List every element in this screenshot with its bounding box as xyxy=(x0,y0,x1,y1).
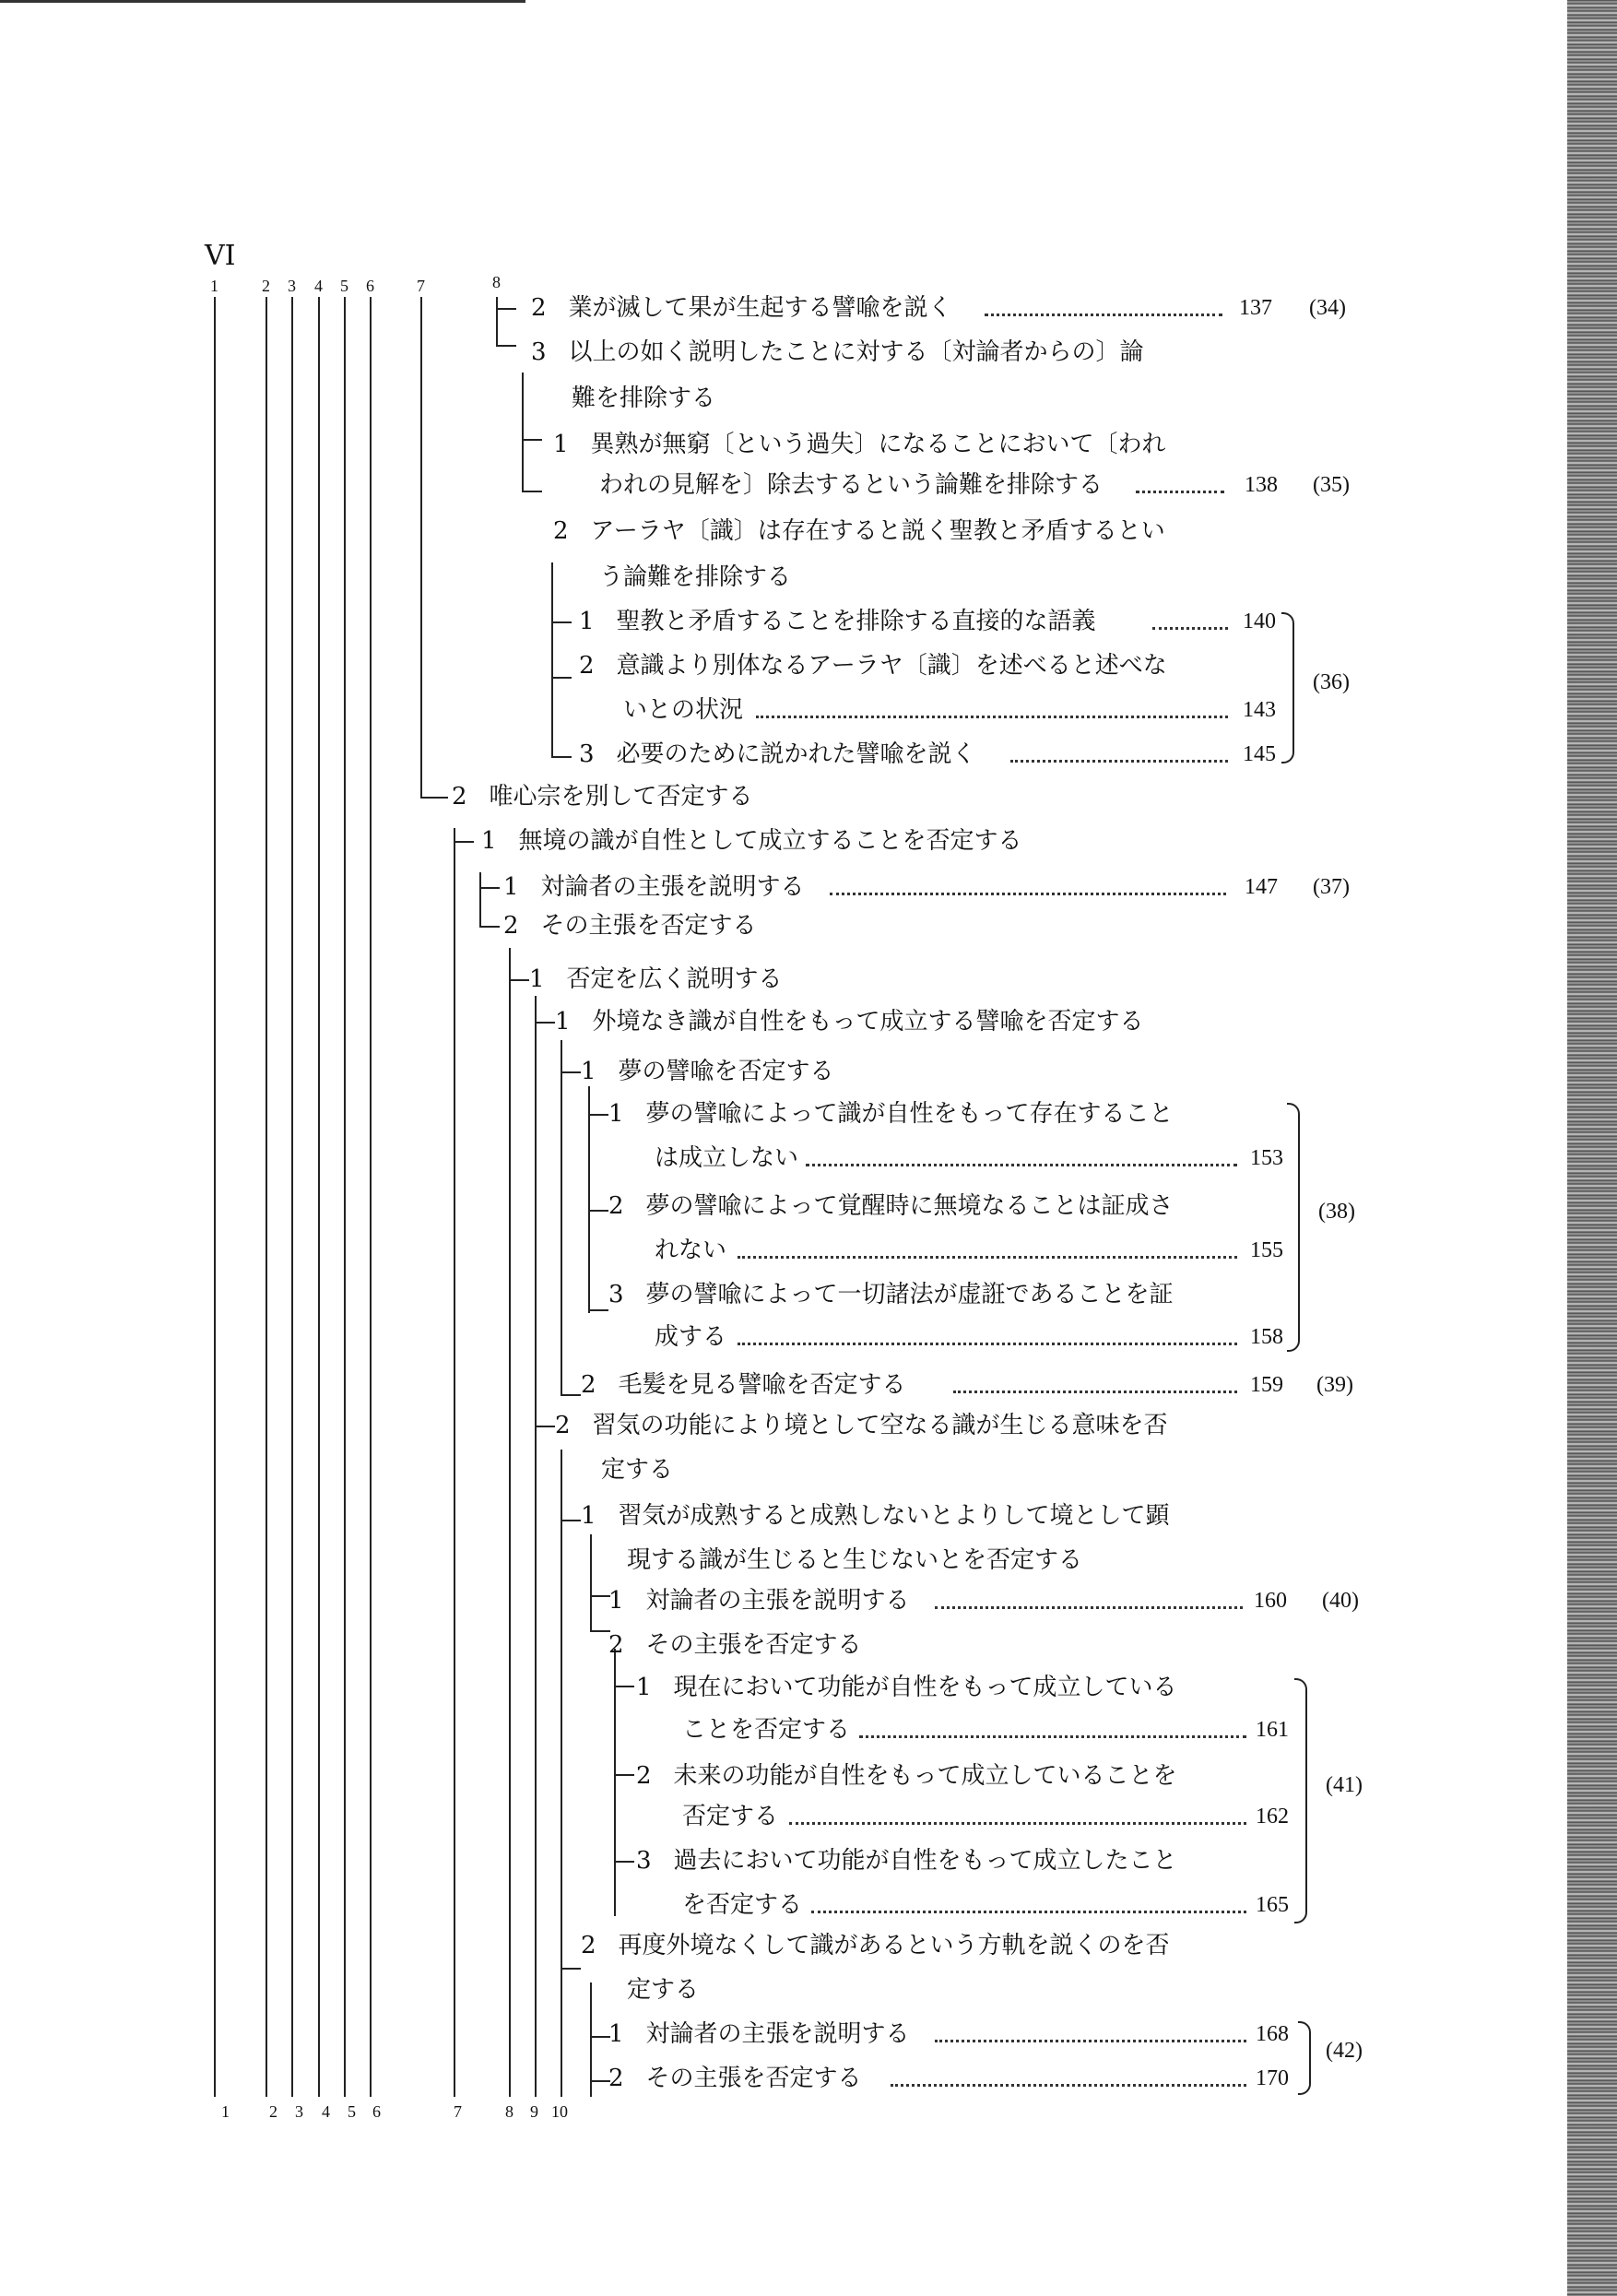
page-number: 143 xyxy=(1243,698,1276,722)
toc-entry: 1 異熟が無窮〔という過失〕になることにおいて〔われ xyxy=(553,431,1166,458)
tree-branch xyxy=(590,2080,610,2082)
toc-entry: 2 意識より別体なるアーラヤ〔識〕を述べると述べな xyxy=(579,652,1167,680)
page-number: 147 xyxy=(1245,875,1278,899)
tree-branch xyxy=(551,756,572,758)
column-number: 7 xyxy=(417,277,425,295)
group-brace xyxy=(1298,2021,1311,2095)
dot-leader xyxy=(830,893,1226,895)
column-number: 4 xyxy=(314,277,323,295)
tree-line xyxy=(370,297,372,2097)
tree-branch xyxy=(614,1861,634,1863)
page-number: 162 xyxy=(1256,1805,1289,1829)
toc-entry: 現する識が生じると生じないとを否定する xyxy=(627,1546,1083,1574)
toc-entry: われの見解を〕除去するという論難を排除する xyxy=(599,471,1104,499)
dot-leader xyxy=(985,314,1222,316)
tree-branch xyxy=(590,1595,610,1597)
toc-entry: は成立しない xyxy=(655,1144,799,1172)
column-number: 9 xyxy=(530,2102,538,2121)
tree-branch xyxy=(522,491,542,492)
dot-leader xyxy=(806,1164,1237,1166)
toc-entry: 1 夢の譬喩を否定する xyxy=(581,1058,834,1085)
toc-entry: 1 現在において功能が自性をもって成立している xyxy=(636,1674,1177,1701)
tree-branch xyxy=(496,308,516,310)
dot-leader xyxy=(811,1911,1246,1913)
column-number: 3 xyxy=(295,2102,303,2121)
toc-entry: 1 対論者の主張を説明する xyxy=(608,2020,910,2048)
tree-branch xyxy=(522,439,542,441)
column-number: 8 xyxy=(492,273,501,291)
toc-entry: 1 無境の識が自性として成立することを否定する xyxy=(481,827,1022,855)
tree-branch xyxy=(588,1309,608,1311)
toc-entry: う論難を排除する xyxy=(599,563,792,591)
tree-line xyxy=(318,297,320,2097)
page-number: 153 xyxy=(1250,1146,1283,1170)
toc-entry: 1 夢の譬喩によって識が自性をもって存在すること xyxy=(608,1100,1174,1128)
tree-branch xyxy=(590,2036,610,2038)
toc-entry: 2 毛髪を見る譬喩を否定する xyxy=(581,1371,906,1399)
column-number: 5 xyxy=(348,2102,356,2121)
dot-leader xyxy=(738,1256,1237,1259)
dot-leader xyxy=(859,1735,1246,1738)
tree-branch xyxy=(535,1426,555,1427)
toc-entry: れない xyxy=(655,1237,727,1264)
page-number: 170 xyxy=(1256,2066,1289,2090)
tree-line xyxy=(588,1086,590,1313)
tree-branch xyxy=(561,1968,581,1970)
tree-branch xyxy=(561,1394,581,1396)
toc-entry: 定する xyxy=(627,1976,700,2004)
toc-entry: 2 夢の譬喩によって覚醒時に無境なることは証成さ xyxy=(608,1192,1174,1220)
tree-line xyxy=(561,1450,562,2097)
column-number: 3 xyxy=(288,277,296,295)
tree-branch xyxy=(479,887,500,889)
toc-entry: 2 再度外境なくして識があるという方軌を説くのを否 xyxy=(581,1932,1170,1959)
reference-number: (35) xyxy=(1313,473,1350,497)
group-brace xyxy=(1294,1678,1307,1923)
reference-number: (41) xyxy=(1326,1773,1363,1797)
toc-entry: 1 聖教と矛盾することを排除する直接的な語義 xyxy=(579,608,1096,635)
page-number: 140 xyxy=(1243,610,1276,633)
tree-branch xyxy=(551,621,572,623)
toc-entry: 2 その主張を否定する xyxy=(503,912,757,940)
tree-line xyxy=(590,1534,592,1630)
tree-line xyxy=(291,297,293,2097)
toc-entry: 否定する xyxy=(682,1803,779,1830)
page-number: 160 xyxy=(1254,1589,1287,1613)
dot-leader xyxy=(789,1822,1246,1825)
dot-leader xyxy=(1136,491,1224,493)
tree-line xyxy=(214,297,216,2097)
tree-line xyxy=(509,948,511,2097)
column-number: 10 xyxy=(551,2102,568,2121)
toc-entry: 3 過去において功能が自性をもって成立したこと xyxy=(636,1847,1177,1875)
dot-leader xyxy=(891,2084,1246,2087)
tree-branch xyxy=(496,345,516,347)
column-number: 8 xyxy=(505,2102,513,2121)
toc-entry: ことを否定する xyxy=(682,1716,851,1744)
page-number: 168 xyxy=(1256,2022,1289,2046)
group-brace xyxy=(1287,1103,1300,1352)
toc-entry: 2 その主張を否定する xyxy=(608,1631,862,1659)
page-mark: VI xyxy=(205,240,236,272)
dot-leader xyxy=(1010,760,1228,763)
tree-branch xyxy=(420,797,448,799)
toc-entry: 2 未来の功能が自性をもって成立していることを xyxy=(636,1762,1177,1790)
toc-entry: 1 対論者の主張を説明する xyxy=(608,1587,910,1615)
column-number: 4 xyxy=(322,2102,330,2121)
page-number: 145 xyxy=(1243,742,1276,766)
dot-leader xyxy=(738,1343,1237,1345)
toc-entry: 1 否定を広く説明する xyxy=(529,965,783,993)
reference-number: (38) xyxy=(1318,1200,1355,1224)
tree-branch xyxy=(590,1630,610,1632)
page-number: 165 xyxy=(1256,1893,1289,1917)
tree-line xyxy=(522,373,524,491)
dot-leader xyxy=(756,716,1228,718)
tree-line xyxy=(454,828,455,2097)
tree-branch xyxy=(588,1210,608,1212)
page-number: 161 xyxy=(1256,1718,1289,1742)
tree-line xyxy=(614,1649,616,1916)
column-number: 7 xyxy=(454,2102,462,2121)
page-number: 158 xyxy=(1250,1325,1283,1349)
tree-line xyxy=(496,297,498,345)
reference-number: (40) xyxy=(1322,1589,1359,1613)
toc-entry: 1 外境なき識が自性をもって成立する譬喩を否定する xyxy=(555,1008,1144,1036)
reference-number: (34) xyxy=(1309,296,1346,320)
page-number: 138 xyxy=(1245,473,1278,497)
toc-entry: 2 習気の功能により境として空なる識が生じる意味を否 xyxy=(555,1412,1168,1439)
dot-leader xyxy=(1152,627,1228,630)
column-number: 6 xyxy=(372,2102,381,2121)
tree-branch xyxy=(614,1774,634,1776)
toc-entry: 3 以上の如く説明したことに対する〔対論者からの〕論 xyxy=(531,338,1144,366)
reference-number: (37) xyxy=(1313,875,1350,899)
toc-entry: 2 アーラヤ〔識〕は存在すると説く聖教と矛盾するとい xyxy=(553,517,1165,545)
toc-entry: 1 習気が成熟すると成熟しないとよりして境として顕 xyxy=(581,1502,1170,1530)
toc-entry: 難を排除する xyxy=(572,385,716,412)
tree-line xyxy=(561,1040,562,1394)
reference-number: (36) xyxy=(1313,670,1350,694)
reference-number: (39) xyxy=(1316,1373,1353,1397)
column-number: 2 xyxy=(269,2102,277,2121)
toc-entry: 成する xyxy=(655,1323,727,1351)
scan-edge xyxy=(1567,0,1617,2296)
page-number: 159 xyxy=(1250,1373,1283,1397)
tree-branch xyxy=(551,677,572,679)
toc-entry: 3 夢の譬喩によって一切諸法が虚誑であることを証 xyxy=(608,1281,1174,1308)
toc-entry: を否定する xyxy=(682,1891,803,1919)
tree-branch xyxy=(509,979,529,981)
tree-line xyxy=(535,996,537,2097)
tree-branch xyxy=(454,841,474,843)
column-number: 5 xyxy=(340,277,348,295)
tree-branch xyxy=(588,1114,608,1116)
toc-entry: 定する xyxy=(601,1456,674,1484)
toc-entry: 2 唯心宗を別して否定する xyxy=(452,783,753,811)
page-number: 137 xyxy=(1239,296,1272,320)
column-number: 1 xyxy=(210,277,218,295)
dot-leader xyxy=(935,2040,1246,2042)
toc-entry: 2 業が滅して果が生起する譬喩を説く xyxy=(531,294,952,322)
tree-branch xyxy=(561,1071,581,1073)
toc-entry: いとの状況 xyxy=(623,696,744,724)
tree-branch xyxy=(535,1022,555,1024)
tree-line xyxy=(344,297,346,2097)
top-rule xyxy=(0,0,525,3)
tree-line xyxy=(551,562,553,756)
page-number: 155 xyxy=(1250,1238,1283,1262)
tree-line xyxy=(479,872,481,926)
column-number: 6 xyxy=(366,277,374,295)
tree-branch xyxy=(561,1520,581,1521)
toc-entry: 3 必要のために説かれた譬喩を説く xyxy=(579,740,976,768)
column-number: 1 xyxy=(221,2102,230,2121)
group-brace xyxy=(1281,612,1294,763)
dot-leader xyxy=(953,1391,1237,1393)
reference-number: (42) xyxy=(1326,2039,1363,2063)
toc-entry: 1 対論者の主張を説明する xyxy=(503,873,805,901)
tree-line xyxy=(420,297,422,799)
toc-entry: 2 その主張を否定する xyxy=(608,2065,862,2092)
column-number: 2 xyxy=(262,277,270,295)
tree-branch xyxy=(614,1686,634,1687)
tree-line xyxy=(266,297,267,2097)
tree-branch xyxy=(479,926,500,928)
dot-leader xyxy=(935,1606,1243,1609)
